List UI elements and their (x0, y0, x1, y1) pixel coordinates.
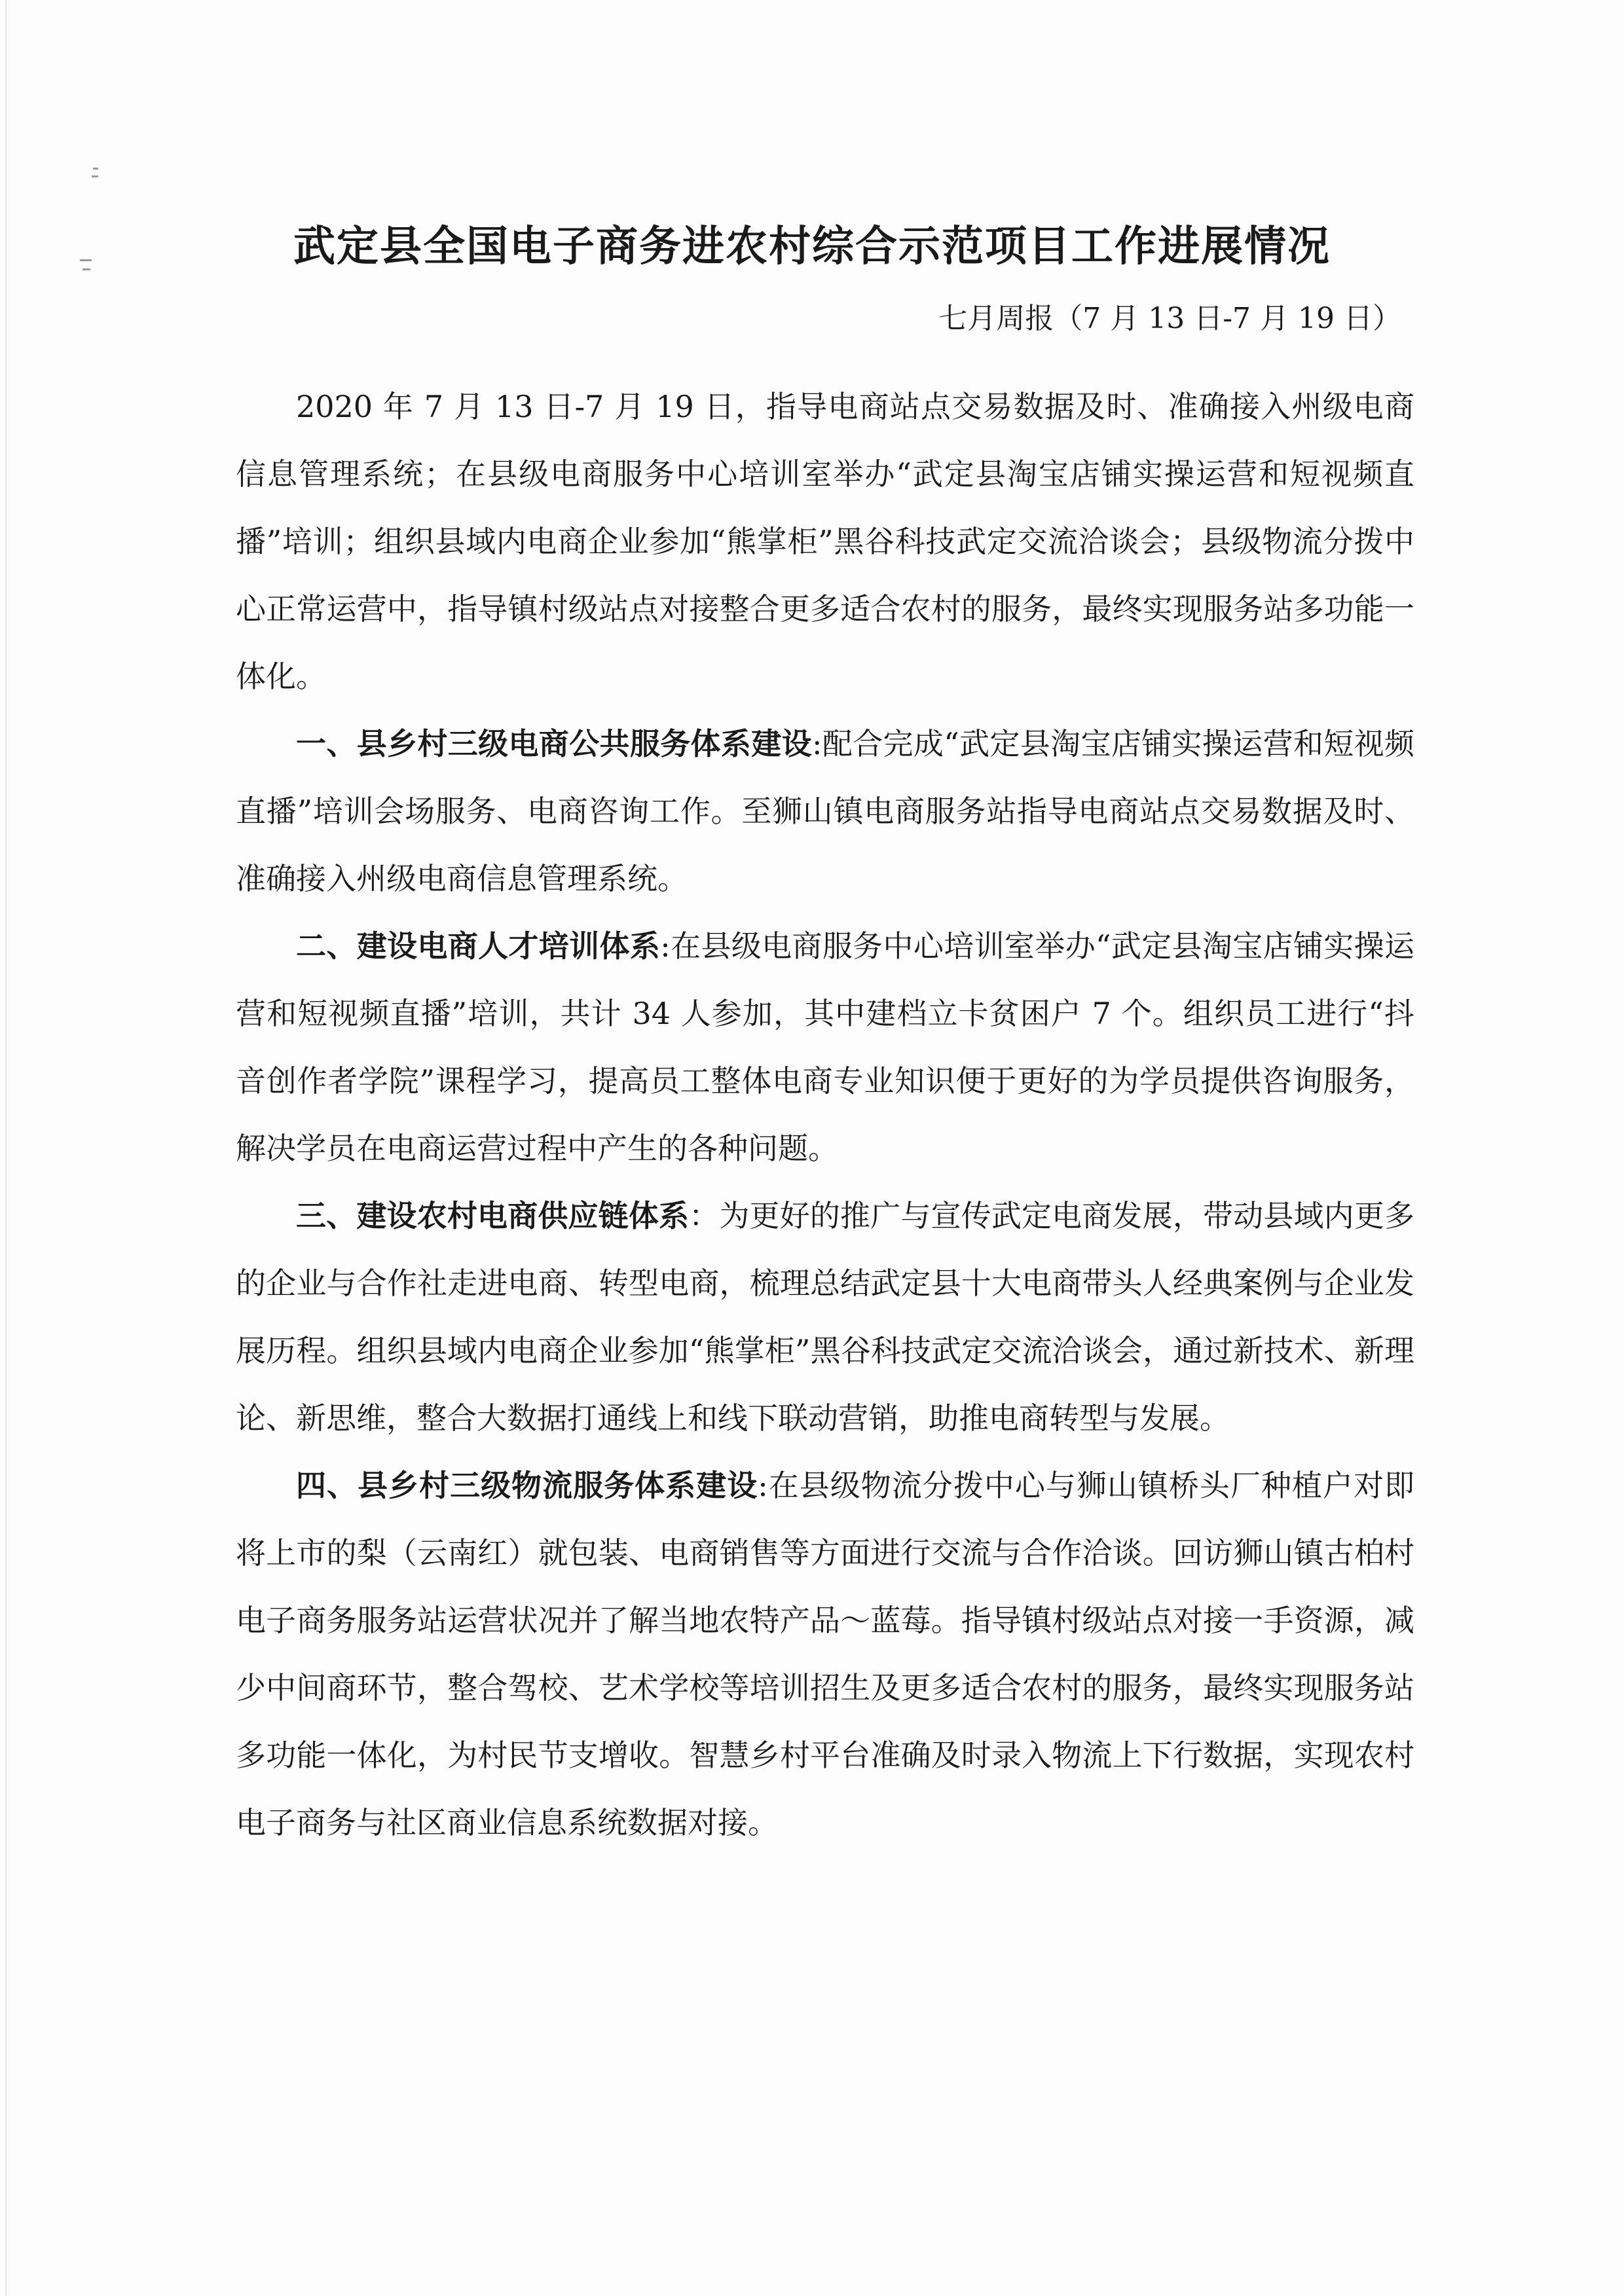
paragraph-section-1 (236, 710, 1414, 913)
scan-mark (92, 175, 98, 177)
paragraph-section-2 (236, 913, 1414, 1182)
document-title: 武定县全国电子商务进农村综合示范项目工作进展情况 (293, 222, 1331, 271)
paragraph-text: ：为更好的推广与宣传武定电商发展，带动县域内更多的企业与合作社走进电商、转型电商，梳理总结武定县十大电商带头人经典案例与企业发展历程。组织县域内电商企业参加“熊掌柜”黑谷科技武定交流洽谈会，通过新技术、新理论、新思维，整合大数据打通线上和线下联动营销，助推电商转型与发展。 (236, 1198, 1415, 1436)
scan-mark (93, 168, 98, 170)
document-body (236, 373, 1414, 1857)
paragraph-text: :在县级物流分拨中心与狮山镇桥头厂种植户对即将上市的梨（云南红）就包装、电商销售等方面进行交流与合作洽谈。回访狮山镇古柏村电子商务服务站运营状况并了解当地农特产品～蓝莓。指导镇村级站点对接一手资源，减少中间商环节，整合驾校、艺术学校等培训招生及更多适合农村的服务，最终实现服务站多功能一体化，为村民节支增收。智慧乡村平台准确及时录入物流上下行数据，实现农村电子商务与社区商业信息系统数据对接。 (236, 1468, 1415, 1840)
paragraph-text: :在县级电商服务中心培训室举办“武定县淘宝店铺实操运营和短视频直播”培训，共计 34 人参加，其中建档立卡贫困户 7 个。组织员工进行“抖音创作者学院”课程学习，提高员工整体电商专业知识便于更好的为学员提供咨询服务，解决学员在电商运营过程中产生的各种问题。 (236, 928, 1415, 1166)
paragraph-text: :配合完成“武定县淘宝店铺实操运营和短视频直播”培训会场服务、电商咨询工作。至狮山镇电商服务站指导电商站点交易数据及时、准确接入州级电商信息管理系统。 (236, 726, 1415, 896)
paragraph-section-3 (236, 1182, 1414, 1452)
paragraph-summary (236, 373, 1414, 710)
paragraph-section-4 (236, 1452, 1414, 1857)
section-heading: 四、县乡村三级物流服务体系建设 (296, 1468, 758, 1503)
paragraph-text: 2020 年 7 月 13 日-7 月 19 日，指导电商站点交易数据及时、准确接入州级电商信息管理系统；在县级电商服务中心培训室举办“武定县淘宝店铺实操运营和短视频直播”培训；组织县域内电商企业参加“熊掌柜”黑谷科技武定交流洽谈会；县级物流分拨中心正常运营中，指导镇村级站点对接整合更多适合农村的服务，最终实现服务站多功能一体化。 (236, 389, 1414, 694)
section-heading: 三、建设农村电商供应链体系 (296, 1198, 690, 1233)
section-heading: 一、县乡村三级电商公共服务体系建设 (296, 726, 812, 761)
scan-mark (83, 268, 90, 270)
scan-edge (5, 0, 7, 2296)
section-heading: 二、建设电商人才培训体系 (296, 928, 661, 964)
scan-mark (80, 259, 92, 261)
document-subtitle: 七月周报（7 月 13 日-7 月 19 日） (938, 302, 1401, 335)
